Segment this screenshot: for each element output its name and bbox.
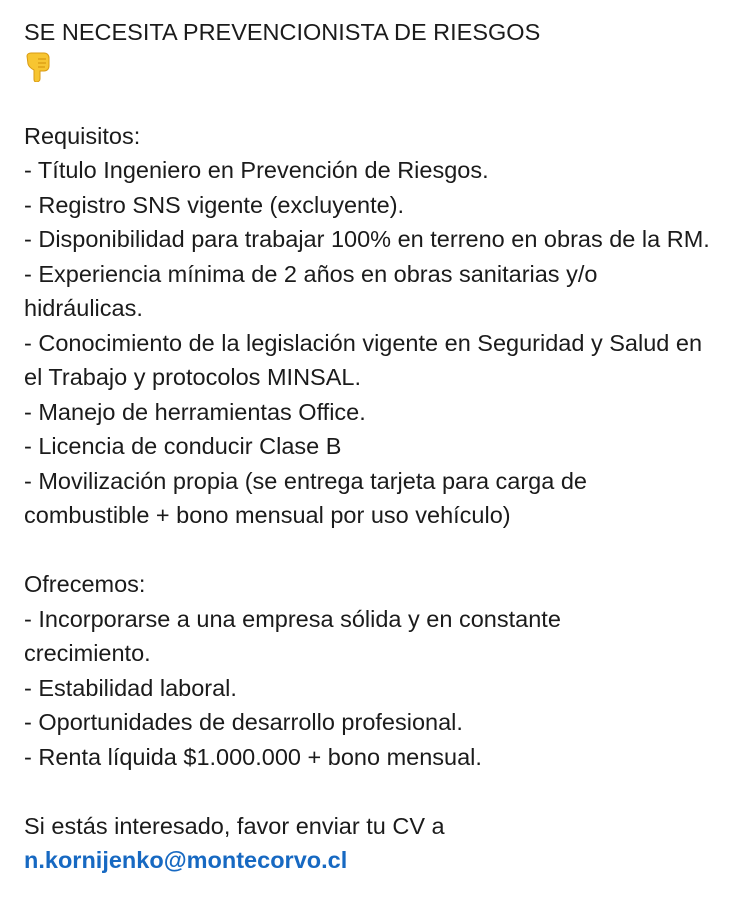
contact-text: Si estás interesado, favor enviar tu CV a	[24, 812, 445, 839]
requirement-item: - Manejo de herramientas Office.	[24, 398, 366, 425]
requirement-item: - Título Ingeniero en Prevención de Riesgos.	[24, 157, 489, 183]
requirement-item: - Movilización propia (se entrega tarjeta para carga de combustible + bono mensual por uso vehículo)	[24, 467, 587, 528]
offer-item: - Oportunidades de desarrollo profesional.	[24, 709, 463, 735]
offer-item: - Incorporarse a una empresa sólida y en constante crecimiento.	[24, 605, 561, 666]
requirement-item: - Conocimiento de la legislación vigente en Seguridad y Salud en el Trabajo y protocolos MINSAL.	[24, 329, 703, 390]
pointing-down-icon	[24, 50, 729, 85]
post-title: SE NECESITA PREVENCIONISTA DE RIESGOS	[24, 19, 541, 45]
spacer	[24, 533, 729, 568]
offer-item: - Renta líquida $1.000.000 + bono mensual.	[24, 743, 482, 770]
requirements-heading: Requisitos:	[24, 122, 141, 149]
pointing-down-icon	[24, 52, 52, 82]
requirement-item: - Experiencia mínima de 2 años en obras sanitarias y/o hidráulicas.	[24, 260, 598, 321]
contact-email-link[interactable]: n.kornijenko@montecorvo.cl	[24, 847, 348, 873]
requirement-item: - Registro SNS vigente (excluyente).	[24, 191, 405, 218]
spacer	[24, 774, 729, 809]
requirement-item: - Disponibilidad para trabajar 100% en terreno en obras de la RM.	[24, 226, 710, 252]
requirement-item: - Licencia de conducir Clase B	[24, 433, 342, 459]
offer-item: - Estabilidad laboral.	[24, 674, 237, 701]
spacer	[24, 84, 729, 119]
offer-heading: Ofrecemos:	[24, 571, 146, 597]
